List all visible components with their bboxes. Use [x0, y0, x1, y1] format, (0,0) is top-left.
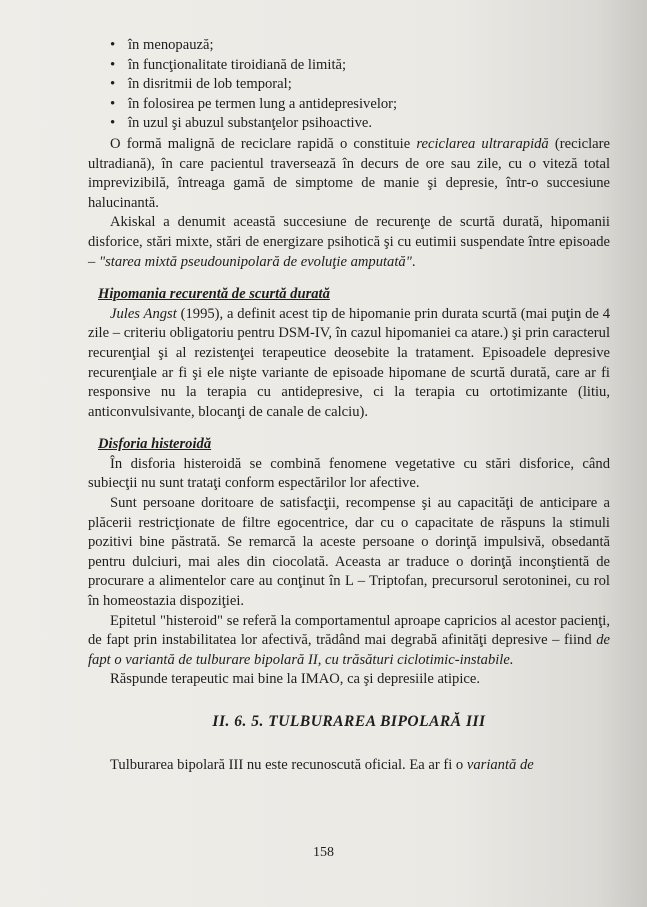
page-number: 158: [313, 845, 334, 860]
italic-quote: "starea mixtă pseudounipolară de evoluţie amputată": [98, 253, 412, 270]
subheading-disforia: Disforia histeroidă: [98, 436, 212, 453]
italic-term: reciclarea ultrarapidă: [416, 135, 549, 152]
text-span: Epitetul "histeroid" se referă la comportamentul aproape capricios al acestor pacienţi, de fapt prin instabilitatea lor afectivă, trădând mai degrabă afinităţi depresive – fiind: [88, 612, 610, 649]
text-span: O formă malignă de reciclare rapidă o constituie: [110, 135, 417, 152]
list-item: • în menopauză;: [110, 36, 610, 56]
italic-phrase: de fapt o variantă de tulburare bipolară II, cu trăsături ciclotimic-instabile.: [88, 632, 610, 668]
list-item: • în uzul şi abuzul substanţelor psihoactive.: [110, 114, 610, 134]
page-content: [88, 36, 610, 775]
paragraph-akiskal: [88, 213, 610, 272]
text-span: Tulburarea bipolară III nu este recunoscută oficial. Ea ar fi o: [110, 756, 467, 773]
paragraph-disforia-1: În disforia histeroidă se combină fenomene vegetative cu stări disforice, când subiecţii nu sunt trataţi conform espectărilor lor afective.: [88, 455, 610, 492]
italic-phrase: variantă de: [466, 756, 534, 773]
section-heading-bipolar-iii: II. 6. 5. TULBURAREA BIPOLARĂ III: [212, 713, 486, 730]
paragraph-disforia-2: Sunt persoane doritoare de satisfacţii, recompense şi au capacităţi de anticipare a plăcerii restricţionate de filtre egocentrice, dar cu o capacitate de răspuns la stimuli pozitivi bine păstrată. Se remarcă la aceste persoane o dorinţă impulsivă, obsedantă pentru dulciuri, mai ales din ciocolată. Aceasta ar traduce o dorinţă inconştientă de procurare a alimentelor care au conţinut în L – Triptofan, precursorul serotoninei, cu rol în homeostazia dispoziţiei.: [88, 495, 610, 610]
paragraph-reciclare: [88, 135, 610, 213]
list-item: • în folosirea pe termen lung a antidepresivelor;: [110, 95, 610, 115]
paragraph-disforia-4: Răspunde terapeutic mai bine la IMAO, ca şi depresiile atipice.: [110, 671, 480, 688]
text-span: .: [411, 253, 416, 270]
text-span: (1995), a definit acest tip de hipomanie prin durata scurtă (mai puţin de 4 zile – criteriu obligatoriu pentru DSM-IV, în cazul hipomaniei ca atare.) şi prin caracterul recurenţial şi al rezistenţei terapeutice deosebite la tratament. Episoadele depresive recurenţiale ar fi şi ele nişte variante de episoade hipomane de scurtă durată, care ar fi responsive nu la terapia cu antidepresive, ci la terapia cu ortotimizante (litiu, anticonvulsivante, blocanţi de canale de calciu).: [88, 305, 610, 420]
list-item: • în disritmii de lob temporal;: [110, 75, 610, 95]
paragraph-hipomania: [88, 305, 610, 423]
list-item: • în funcţionalitate tiroidiană de limită;: [110, 56, 610, 76]
subheading-hipomania: Hipomania recurentă de scurtă durată: [98, 286, 330, 303]
paragraph-bipolar-iii: [88, 756, 610, 776]
paragraph-disforia-3: [88, 612, 610, 671]
text-span: (reciclare ultradiană), în care pacientul traversează în decurs de ore sau zile, cu o viteză total imprevizibilă, întreaga gamă de simptome de manie şi depresie, într-o succesiune halucinantă.: [88, 135, 610, 211]
author-name: Jules Angst: [110, 305, 177, 322]
bullet-list: [88, 36, 610, 134]
text-span: Akiskal a denumit această succesiune de recurenţe de scurtă durată, hipomanii disforice, stări mixte, stări de energizare psihotică şi cu eutimii suspendate între episoade –: [88, 214, 610, 270]
